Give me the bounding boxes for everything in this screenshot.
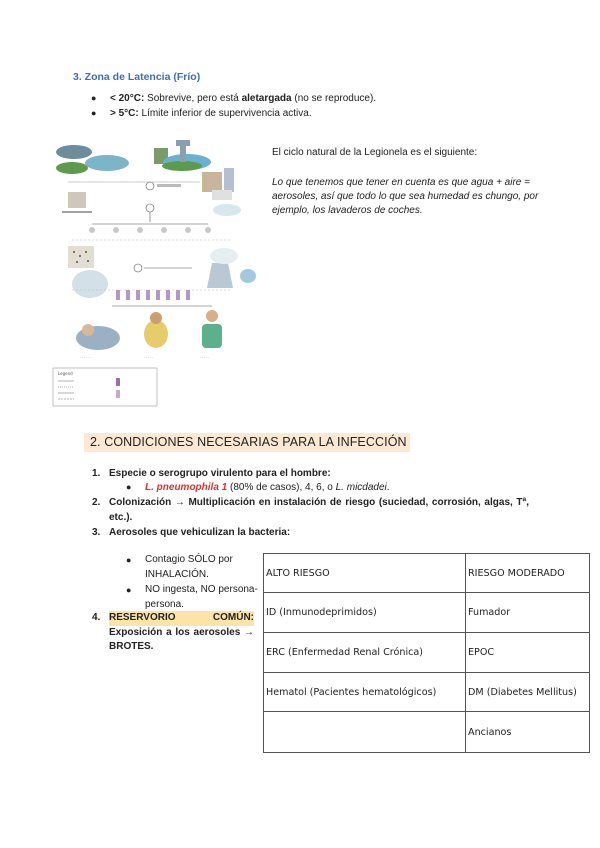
condition-item-4: 4. RESERVORIO COMÚN: Exposición a los aerosoles → BROTES.	[109, 611, 254, 655]
condition-item-3-sub-2: ● NO ingesta, NO persona-persona.	[126, 584, 258, 610]
table-row	[264, 673, 590, 712]
bullet-dot: ●	[126, 555, 132, 565]
svg-text:- - - - -: - - - - -	[144, 355, 154, 359]
condition-item-3-sub-1: ● Contagio SÓLO por INHALACIÓN.	[126, 554, 233, 580]
zone-bullet-1: ● < 20°C: Sobrevive, pero está aletargada (no se reproduce).	[91, 93, 377, 104]
bullet-dot: ●	[126, 482, 132, 492]
table-header: ALTO RIESGO	[264, 554, 466, 593]
reservorio-text: Exposición a los aerosoles → BROTES.	[109, 626, 254, 652]
bullet-dot: ●	[91, 93, 97, 103]
table-cell: Hematol (Pacientes hematológicos)	[264, 673, 466, 712]
table-cell: ID (Inmunodeprimidos)	[264, 593, 466, 633]
table-cell: Fumador	[466, 593, 590, 633]
condition-item-1: 1. Especie o serogrupo virulento para el hombre:	[92, 468, 331, 479]
table-header-row	[264, 554, 590, 593]
bullet-dot: ●	[126, 585, 132, 595]
cycle-text	[272, 146, 542, 234]
cycle-diagram	[52, 138, 262, 408]
condition-item-1-sub: ● L. pneumophila 1 (80% de casos), 4, 6, o L. micdadei.	[126, 482, 390, 493]
cycle-intro: El ciclo natural de la Legionela es el siguiente:	[272, 147, 478, 158]
section2-heading: 2. CONDICIONES NECESARIAS PARA LA INFECCIÓN	[84, 433, 410, 452]
risk-table	[263, 553, 590, 753]
legend-title: Legend	[58, 371, 73, 376]
svg-text:- - - - -: - - - - -	[200, 355, 210, 359]
zone-bullet-2: ● > 5°C: Límite inferior de supervivencia activa.	[91, 108, 312, 119]
table-row	[264, 712, 590, 753]
condition-item-2: 2. Colonización → Multiplicación en instalación de riesgo (suciedad, corrosión, algas, Tª, etc.).	[92, 497, 529, 523]
cycle-note: Lo que tenemos que tener en cuenta es que agua + aire = aerosoles, así que todo lo que sea humedad es chungo, por ejemplo, los lavaderos de coches.	[272, 177, 539, 216]
table-cell: Ancianos	[466, 712, 590, 753]
table-cell: EPOC	[466, 633, 590, 673]
condition-item-3: 3. Aerosoles que vehiculizan la bacteria:	[92, 527, 291, 538]
svg-text:- - - - - -: - - - - - -	[80, 355, 92, 359]
table-row	[264, 593, 590, 633]
table-cell: DM (Diabetes Mellitus)	[466, 673, 590, 712]
table-row	[264, 633, 590, 673]
legionella-cycle-figure	[52, 138, 262, 408]
zone-title: 3. Zona de Latencia (Frío)	[73, 71, 201, 83]
table-cell	[264, 712, 466, 753]
table-cell: ERC (Enfermedad Renal Crónica)	[264, 633, 466, 673]
reservorio-highlight: RESERVORIO COMÚN:	[109, 611, 254, 626]
bullet-dot: ●	[91, 108, 97, 118]
table-header: RIESGO MODERADO	[466, 554, 590, 593]
